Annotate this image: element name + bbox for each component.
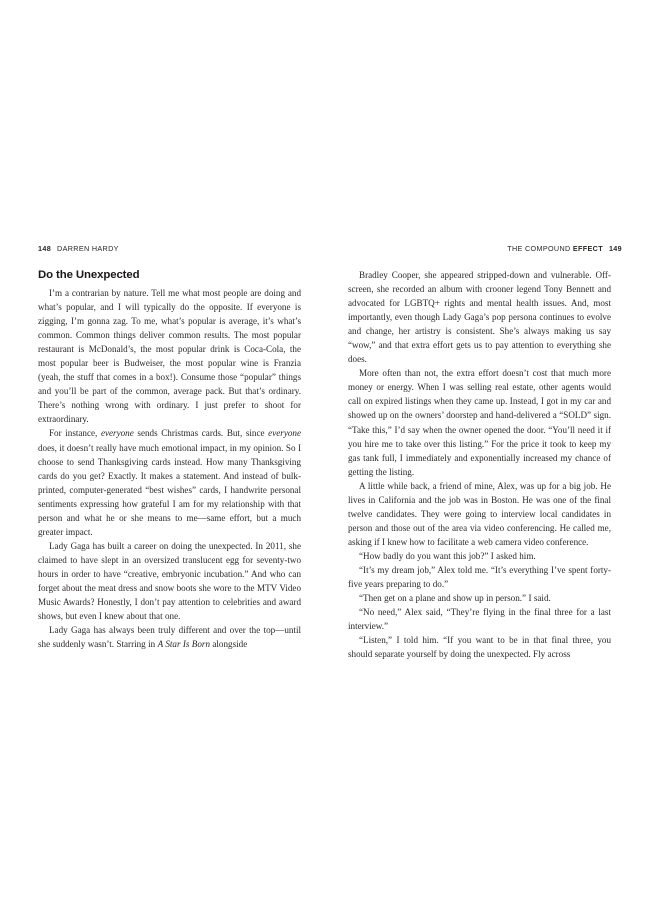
author-name: DARREN HARDY [57,244,119,253]
paragraph: For instance, everyone sends Christmas cards. But, since everyone does, it doesn’t really have much emotional impact, in my opinion. So I choose to send Thanksgiving cards instead. How many Thanksgiving cards do you get? Exactly. It makes a statement. And instead of bulk-printed, computer-generated “best wishes” cards, I handwrite personal sentiments expressing how grateful I am for my relationship with that person and what he or she means to me—same effort, but a much greater impact. [38,428,301,537]
italic-title: A Star Is Born [157,639,210,650]
running-head-right [507,244,622,254]
paragraph: “Then get on a plane and show up in person.” I said. [359,593,551,604]
paragraph: Lady Gaga has always been truly different and over the top—until she suddenly wasn’t. Starring in A Star Is Born alongside [38,625,301,650]
italic-title: everyone [100,428,134,439]
paragraph: “No need,” Alex said, “They’re flying in the final three for a last interview.” [348,607,611,632]
page-folio-left: 148 [38,244,52,253]
paragraph: “How badly do you want this job?” I asked him. [359,550,536,561]
paragraph: “It’s my dream job,” Alex told me. “It’s everything I’ve spent forty-five years preparing to do.” [348,564,611,590]
italic-title: everyone [268,428,301,439]
left-page-column [38,268,301,651]
paragraph: Bradley Cooper, she appeared stripped-down and vulnerable. Off-screen, she recorded an album with crooner legend Tony Bennett and advocated for LGBTQ+ rights and mental health issues. And, most importantly, even though Lady Gaga’s pop persona continues to evolve and change, her artistry is consistent. She’s always making us say “wow,” and that extra effort gets us to pay attention to everything she does. [348,270,611,365]
paragraph: A little while back, a friend of mine, Alex, was up for a big job. He lives in California and the job was in Boston. He was one of the final twelve candidates. They were going to interview local candidates in person and those out of the area via video conferencing. He called me, asking if I knew how to facilitate a web camera video conference. [348,480,611,547]
paragraph: I’m a contrarian by nature. Tell me what most people are doing and what’s popular, and I will typically do the opposite. If everyone is zigging, I’m gonna zag. To me, what’s popular is average, it’s what’s common. Common things deliver common results. The most popular restaurant is McDonald’s, the most popular drink is Coca-Cola, the most popular beer is Budweiser, the most popular wine is Franzia (yeah, the stuff that comes in a box!). Consume those “popular” things and you’ll be part of the common, average pack. But that’s ordinary. There’s nothing wrong with ordinary. I just prefer to shoot for extraordinary. [38,288,301,425]
right-page-column [348,268,611,661]
paragraph: More often than not, the extra effort doesn’t cost that much more money or energy. When I was selling real estate, other agents would call on expired listings when they came up. Instead, I got in my car and showed up on the owners’ doorstep and hand-delivered a “SOLD” sign. “Take this,” I’d say when the owner opened the door. “You’ll need it if you hire me to take over this listing.” For the price it took to keep my gas tank full, I immediately and exponentially increased my chance of getting the listing. [348,368,611,477]
book-title-bold: EFFECT [572,244,603,253]
running-head-left [38,244,119,254]
book-title-regular: THE COMPOUND [507,244,571,253]
section-heading: Do the Unexpected [38,269,140,281]
paragraph: “Listen,” I told him. “If you want to be in that final three, you should separate yourself by doing the unexpected. Fly across [348,635,611,660]
page-folio-right: 149 [608,244,622,253]
paragraph: Lady Gaga has built a career on doing the unexpected. In 2011, she claimed to have slept in an oversized translucent egg for seventy-two hours in order to have “creative, embryonic incubation.” And who can forget about the meat dress and snow boots she wore to the MTV Video Music Awards? Honestly, I don’t pay attention to celebrities and award shows, but even I knew about that one. [38,540,301,622]
